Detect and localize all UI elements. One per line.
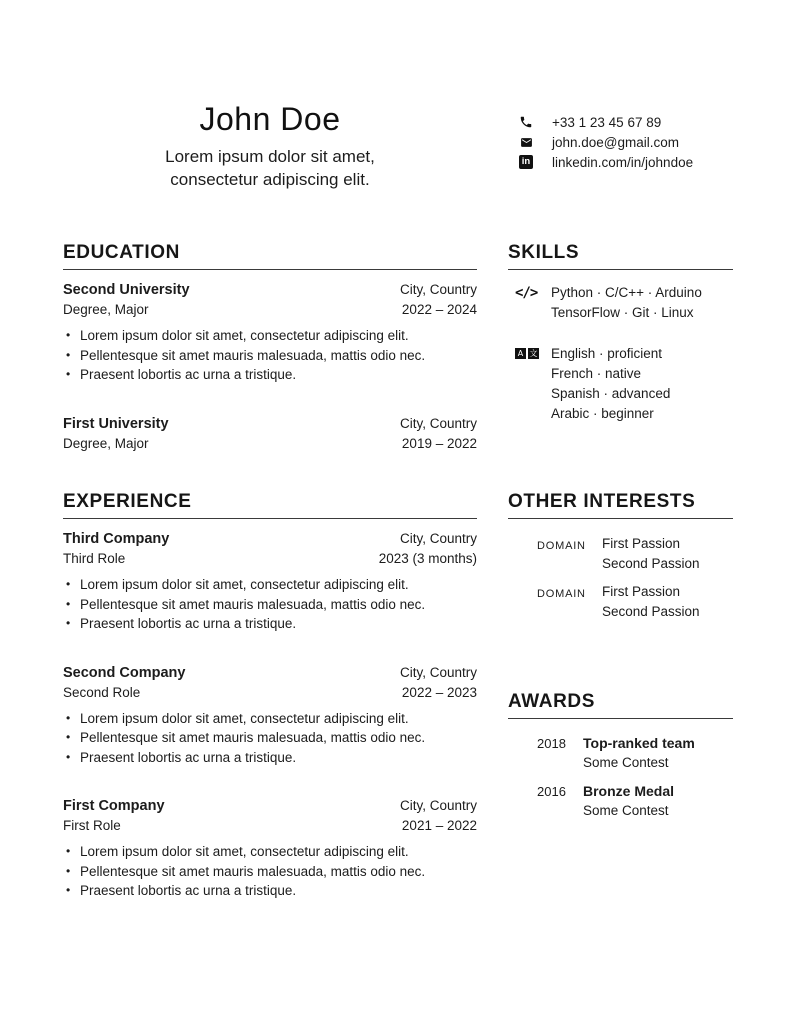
bullet-item: • Lorem ipsum dolor sit amet, consectetur adipiscing elit.	[63, 326, 477, 346]
company-location: City, Country	[399, 531, 477, 546]
award-title: Bronze Medal	[583, 783, 675, 799]
bullet-item: • Pellentesque sit amet mauris malesuada, mattis odio nec.	[63, 728, 477, 748]
award-title: Top-ranked team	[583, 735, 695, 751]
contact-email-row[interactable]	[508, 132, 758, 152]
mail-icon	[516, 136, 536, 149]
company-location: City, Country	[399, 664, 477, 680]
other-interests-heading: OTHER INTERESTS	[508, 490, 733, 519]
interest-item: First Passion	[602, 584, 681, 599]
education-entry	[63, 414, 477, 453]
dates: 2022 – 2023	[401, 684, 477, 700]
school-location: City, Country	[399, 415, 477, 431]
interest-entry	[508, 582, 733, 622]
skill-line: TensorFlow · Git · Linux	[551, 305, 694, 320]
award-year: 2016	[537, 784, 566, 799]
interest-item: Second Passion	[602, 556, 700, 571]
interest-domain-label: DOMAIN	[537, 588, 586, 600]
school-location: City, Country	[399, 282, 477, 297]
email-address[interactable]: john.doe@gmail.com	[552, 134, 680, 150]
award-contest: Some Contest	[583, 803, 669, 818]
other-interests-section	[508, 490, 733, 622]
phone-number: +33 1 23 45 67 89	[552, 114, 662, 130]
skills-group-languages	[508, 344, 733, 424]
language-line: Spanish · advanced	[551, 386, 671, 401]
tagline-line-1: Lorem ipsum dolor sit amet,	[165, 147, 375, 166]
experience-heading: EXPERIENCE	[63, 490, 477, 519]
bullet-item: • Praesent lobortis ac urna a tristique.	[63, 881, 477, 901]
company-name: Third Company	[63, 531, 170, 547]
award-contest: Some Contest	[583, 755, 669, 770]
interest-entry	[508, 534, 733, 574]
bullet-item: • Pellentesque sit amet mauris malesuada, mattis odio nec.	[63, 595, 477, 615]
degree: Degree, Major	[63, 302, 149, 317]
header-name-block	[63, 100, 477, 191]
skill-line: Python · C/C++ · Arduino	[551, 285, 702, 300]
person-name: John Doe	[199, 101, 341, 137]
contact-linkedin-row[interactable]	[508, 152, 758, 172]
bullet-item: • Lorem ipsum dolor sit amet, consectetur adipiscing elit.	[63, 575, 477, 595]
contact-phone-row	[508, 112, 758, 132]
bullet-list	[63, 575, 477, 634]
skills-section	[508, 241, 733, 424]
awards-heading: AWARDS	[508, 690, 733, 719]
bullet-list	[63, 709, 477, 768]
phone-icon	[516, 115, 536, 129]
role: Third Role	[63, 551, 126, 566]
bullet-item: • Pellentesque sit amet mauris malesuada, mattis odio nec.	[63, 862, 477, 882]
award-entry	[508, 781, 733, 821]
contact-block	[508, 112, 758, 172]
bullet-item: • Lorem ipsum dolor sit amet, consectetur adipiscing elit.	[63, 709, 477, 729]
education-heading: EDUCATION	[63, 241, 477, 270]
linkedin-url[interactable]: linkedin.com/in/johndoe	[552, 154, 694, 170]
school-name: Second University	[63, 282, 190, 298]
dates: 2022 – 2024	[401, 302, 477, 317]
linkedin-icon: in	[516, 155, 536, 169]
school-name: First University	[63, 415, 169, 432]
experience-entry	[63, 796, 477, 901]
dates: 2023 (3 months)	[378, 551, 477, 566]
company-location: City, Country	[399, 798, 477, 813]
degree: Degree, Major	[63, 435, 149, 451]
experience-entry	[63, 663, 477, 768]
skills-group-technical	[508, 283, 733, 323]
interest-item: First Passion	[602, 536, 681, 551]
bullet-item: • Praesent lobortis ac urna a tristique.	[63, 365, 477, 385]
dates: 2021 – 2022	[401, 818, 477, 833]
language-icon: A 文	[515, 344, 541, 424]
language-line: Arabic · beginner	[551, 406, 654, 421]
experience-section	[63, 490, 477, 901]
language-line: English · proficient	[551, 346, 663, 361]
bullet-item: • Lorem ipsum dolor sit amet, consectetur adipiscing elit.	[63, 842, 477, 862]
skills-heading: SKILLS	[508, 241, 733, 270]
language-line: French · native	[551, 366, 642, 381]
experience-entry	[63, 529, 477, 634]
company-name: First Company	[63, 798, 165, 814]
dates: 2019 – 2022	[401, 435, 477, 451]
bullet-item: • Praesent lobortis ac urna a tristique.	[63, 614, 477, 634]
bullet-item: • Praesent lobortis ac urna a tristique.	[63, 748, 477, 768]
bullet-item: • Pellentesque sit amet mauris malesuada, mattis odio nec.	[63, 346, 477, 366]
award-year: 2018	[537, 736, 566, 751]
bullet-list	[63, 326, 477, 385]
role: First Role	[63, 818, 121, 833]
bullet-list	[63, 842, 477, 901]
tagline	[63, 145, 477, 191]
education-entry	[63, 280, 477, 385]
interest-item: Second Passion	[602, 604, 700, 619]
tagline-line-2: consectetur adipiscing elit.	[170, 170, 370, 189]
interest-domain-label: DOMAIN	[537, 540, 586, 552]
education-section	[63, 241, 477, 453]
award-entry	[508, 733, 733, 773]
company-name: Second Company	[63, 664, 186, 681]
awards-section	[508, 690, 733, 821]
code-icon: </>	[515, 285, 538, 301]
role: Second Role	[63, 684, 141, 700]
